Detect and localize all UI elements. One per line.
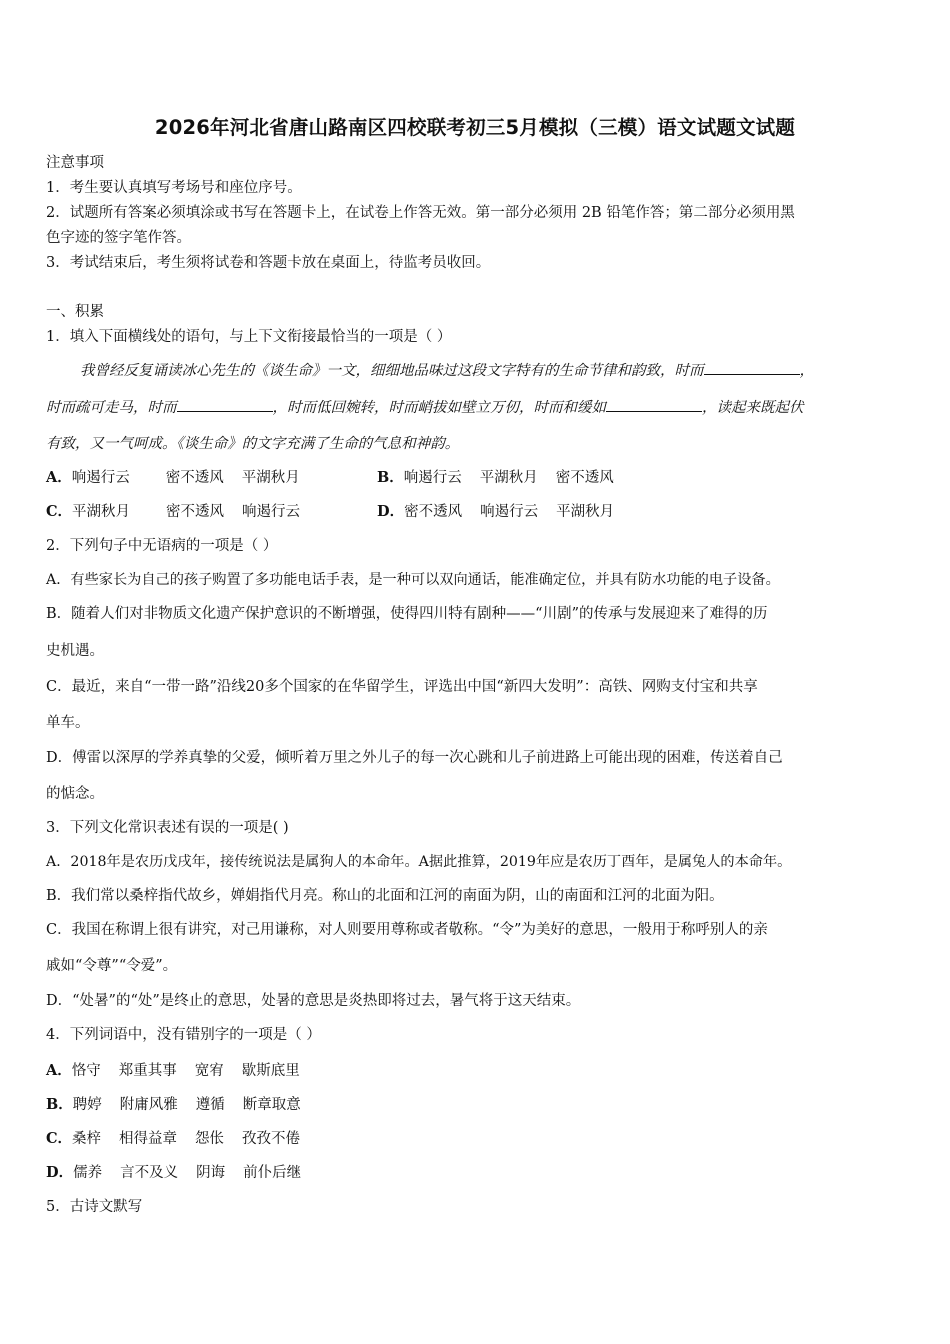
q1-passage-text: ，读起来既起伏 (702, 400, 804, 416)
option-item: 平湖秋月 (72, 504, 131, 520)
q1-option-d (377, 502, 614, 522)
section-heading: 一、积累 (46, 304, 104, 320)
option-item: 孜孜不倦 (242, 1131, 301, 1147)
notice-item: 色字迹的签字笔作答。 (46, 230, 191, 246)
q1-passage-line-1 (80, 360, 814, 381)
question-3-stem: 3．下列文化常识表述有误的一项是( ) (46, 820, 289, 836)
option-item: 相得益章 (119, 1131, 178, 1147)
q2-option-c-cont: 单车。 (46, 715, 90, 731)
q2-option-b: B．随着人们对非物质文化遗产保护意识的不断增强，使得四川特有剧种——“川剧”的传承与发展迎来了难得的历 (46, 606, 768, 622)
option-item: 阴诲 (196, 1165, 226, 1181)
option-item: 前仆后继 (243, 1165, 302, 1181)
q1-passage-line-2 (46, 397, 804, 418)
option-label: B． (377, 469, 404, 486)
option-item: 附庸风雅 (119, 1097, 178, 1113)
fill-blank-3 (606, 397, 702, 412)
question-5-stem: 5．古诗文默写 (46, 1199, 143, 1215)
q2-option-d-cont: 的惦念。 (46, 786, 104, 802)
option-item: 密不透风 (166, 504, 225, 520)
option-item: 遵循 (195, 1097, 225, 1113)
option-label: A． (46, 1062, 72, 1079)
option-item: 平湖秋月 (241, 470, 300, 486)
q3-option-c: C．我国在称谓上很有讲究，对己用谦称，对人则要用尊称或者敬称。“令”为美好的意思，一般用于称呼别人的亲 (46, 922, 768, 938)
option-item: 响遏行云 (242, 504, 301, 520)
q2-option-b-cont: 史机遇。 (46, 643, 104, 659)
q3-option-d: D．“处暑”的“处”是终止的意思，处暑的意思是炎热即将过去，暑气将于这天结束。 (46, 993, 581, 1009)
notice-heading: 注意事项 (46, 155, 104, 171)
option-item: 平湖秋月 (479, 470, 538, 486)
q2-option-c: C．最近，来自“一带一路”沿线20多个国家的在华留学生，评选出中国“新四大发明”：高铁、网购支付宝和共享 (46, 679, 758, 695)
q1-passage-line-3: 有致，又一气呵成。《谈生命》的文字充满了生命的气息和神韵。 (46, 436, 460, 452)
option-label: A． (46, 469, 72, 486)
q3-option-c-cont: 戚如“令尊”“令爱”。 (46, 958, 178, 974)
question-4-stem: 4．下列词语中，没有错别字的一项是（ ） (46, 1027, 321, 1043)
option-label: D． (46, 1164, 74, 1181)
fill-blank-1 (704, 360, 800, 375)
q4-option-b (46, 1095, 301, 1115)
page-title: 2026年河北省唐山路南区四校联考初三5月模拟（三模）语文试题文试题 (154, 116, 796, 139)
option-label: D． (377, 503, 405, 520)
option-item: 平湖秋月 (556, 504, 615, 520)
option-item: 恪守 (71, 1063, 101, 1079)
option-item: 响遏行云 (480, 504, 539, 520)
question-1-stem: 1．填入下面横线处的语句，与上下文衔接最恰当的一项是（ ） (46, 329, 452, 345)
option-label: C． (46, 1130, 73, 1147)
q4-option-d (46, 1163, 301, 1183)
q2-option-a: A．有些家长为自己的孩子购置了多功能电话手表，是一种可以双向通话，能准确定位，并具有防水功能的电子设备。 (46, 572, 780, 588)
notice-item: 3．考试结束后，考生须将试卷和答题卡放在桌面上，待监考员收回。 (46, 255, 491, 271)
option-item: 桑梓 (72, 1131, 102, 1147)
fill-blank-2 (177, 397, 273, 412)
q4-option-c (46, 1129, 300, 1149)
option-label: B． (46, 1096, 73, 1113)
option-label: C． (46, 503, 73, 520)
option-item: 密不透风 (404, 504, 463, 520)
q2-option-d: D．傅雷以深厚的学养真挚的父爱，倾听着万里之外儿子的每一次心跳和儿子前进路上可能出现的困难，传送着自己 (46, 750, 783, 766)
option-item: 郑重其事 (118, 1063, 177, 1079)
notice-item: 1．考生要认真填写考场号和座位序号。 (46, 180, 302, 196)
option-item: 断章取意 (242, 1097, 301, 1113)
q1-option-b (377, 468, 614, 488)
q1-passage-text: ，时而低回婉转，时而峭拔如壁立万仞，时而和缓如 (272, 400, 606, 416)
q3-option-b: B．我们常以桑梓指代故乡，婵娟指代月亮。称山的北面和江河的南面为阴，山的南面和江河的北面为阳。 (46, 888, 724, 904)
q1-passage-text: 我曾经反复诵读冰心先生的《谈生命》一文，细细地品味过这段文字特有的生命节律和韵致，时而 (80, 363, 704, 379)
q1-option-a (46, 468, 300, 488)
q4-option-a (46, 1061, 300, 1081)
option-item: 儒养 (73, 1165, 103, 1181)
option-item: 密不透风 (165, 470, 224, 486)
notice-item: 2．试题所有答案必须填涂或书写在答题卡上，在试卷上作答无效。第一部分必须用 2B 铅笔作答；第二部分必须用黑 (46, 205, 795, 221)
q3-option-a: A．2018年是农历戊戌年，接传统说法是属狗人的本命年。A据此推算，2019年应是农历丁酉年，是属兔人的本命年。 (46, 854, 792, 870)
option-item: 密不透风 (555, 470, 614, 486)
question-2-stem: 2．下列句子中无语病的一项是（ ） (46, 538, 278, 554)
option-item: 响遏行云 (71, 470, 130, 486)
option-item: 怨伥 (195, 1131, 225, 1147)
option-item: 聘婷 (72, 1097, 102, 1113)
q1-passage-text: 时而疏可走马，时而 (46, 400, 177, 416)
q1-option-c (46, 502, 300, 522)
option-item: 歇斯底里 (241, 1063, 300, 1079)
option-item: 言不及义 (120, 1165, 179, 1181)
option-item: 宽宥 (194, 1063, 224, 1079)
q1-passage-text: ， (799, 363, 814, 379)
option-item: 响遏行云 (403, 470, 462, 486)
